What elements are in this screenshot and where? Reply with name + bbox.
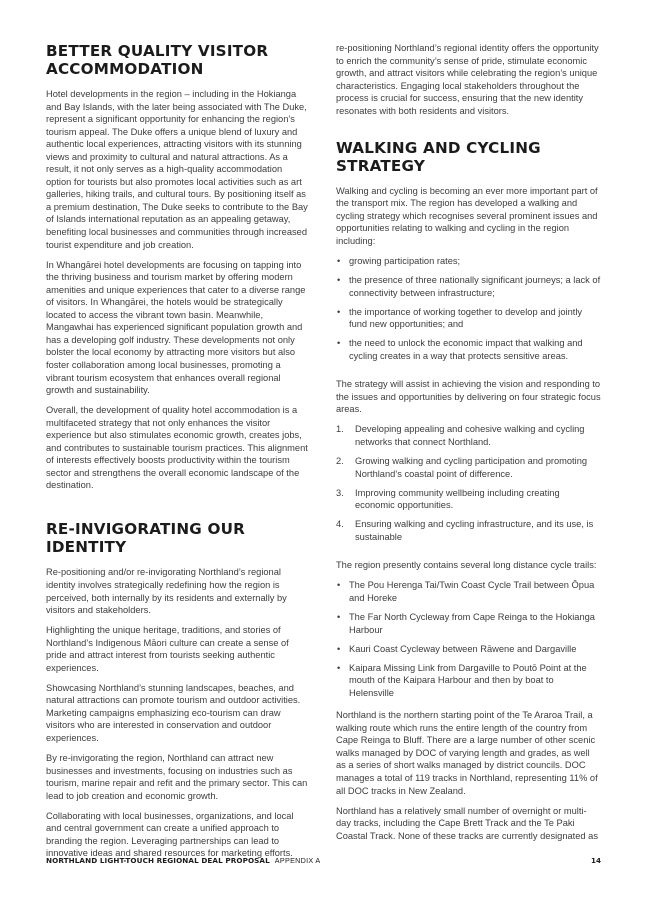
list-item: • The Pou Herenga Tai/Twin Coast Cycle Trail between Ōpua and Horeke bbox=[336, 579, 601, 604]
paragraph: By re-invigorating the region, Northland can attract new businesses and investments, focusing on industries such as tourism, marine repair and refit and the primary sector. This can lead to job creation and economic growth. bbox=[46, 753, 308, 801]
list-number: 2. bbox=[336, 456, 344, 467]
list-item bbox=[336, 518, 601, 543]
list-item bbox=[336, 455, 601, 480]
cycle-trails-list bbox=[336, 579, 601, 699]
paragraph: Collaborating with local businesses, organizations, and local and central government can create a unified approach to branding the region. Leveraging partnerships can lead to innovative ideas and shared resources for marketing efforts. bbox=[46, 810, 294, 859]
section-heading-accommodation: BETTER QUALITY VISITOR ACCOMMODATION bbox=[46, 42, 269, 78]
paragraph: In Whangārei hotel developments are focusing on tapping into the thriving business and tourism market by offering modern amenities and unique experiences that cater to a diverse range of visitors. In Whangārei, the hotels would be strategically located to access the vibrant town basin. Meanwhile, Mangawhai has experienced significant population growth and has a developing golf industry. These developments not only bolster the local economy by attracting more visitors but also foster collaboration among local businesses, promoting a vibrant tourism ecosystem that enhances overall regional growth and sustainability. bbox=[46, 259, 306, 396]
section-heading-walking-cycling: WALKING AND CYCLING STRATEGY bbox=[336, 138, 541, 175]
list-item: • the presence of three nationally significant journeys; a lack of connectivity between infrastructure; bbox=[336, 274, 601, 299]
left-column bbox=[46, 42, 308, 867]
page-number: 14 bbox=[590, 856, 601, 865]
paragraph: Walking and cycling is becoming an ever more important part of the transport mix. The region has developed a walking and cycling strategy which recognises several prominent issues and opportunities relating to walking and cycling in the region including: bbox=[336, 185, 598, 246]
paragraph: The region presently contains several long distance cycle trails: bbox=[336, 560, 597, 571]
list-item-text: Improving community wellbeing including creating economic opportunities. bbox=[355, 487, 560, 511]
paragraph: Northland is the northern starting point of the Te Araroa Trail, a walking route which runs the entire length of the country from Cape Reinga to Bluff. There are a large number of other scenic walks managed by DOC of varying length and grades, as well as a series of short walks managed by district councils. DOC manages a total of 119 tracks in Northland, representing 11% of all DOC tracks in New Zealand. bbox=[336, 710, 598, 796]
paragraph: Highlighting the unique heritage, traditions, and stories of Northland’s Indigenous Māori culture can create a sense of pride and attract interest from tourists seeking authentic experiences. bbox=[46, 625, 289, 673]
section-heading-identity: RE-INVIGORATING OUR IDENTITY bbox=[46, 520, 245, 557]
issues-list bbox=[336, 255, 601, 362]
paragraph: Re-positioning and/or re-invigorating Northland’s regional identity involves strategically redefining how the region is perceived, both internally by its residents and externally by visitors and stakeholders. bbox=[46, 567, 287, 616]
paragraph: re-positioning Northland’s regional identity offers the opportunity to enrich the community’s sense of pride, stimulate economic growth, and attract visitors while celebrating the region’s unique characteristics. Engaging local stakeholders throughout the process is crucial for success, ensuring that the new identity resonates with both residents and visitors. bbox=[336, 43, 599, 116]
list-item: • the need to unlock the economic impact that walking and cycling creates in a way that protects sensitive areas. bbox=[336, 337, 601, 362]
footer-title: NORTHLAND LIGHT-TOUCH REGIONAL DEAL PROPOSAL bbox=[46, 856, 270, 865]
footer-subtitle: APPENDIX A bbox=[274, 856, 321, 865]
list-item: • Kauri Coast Cycleway between Rāwene and Dargaville bbox=[336, 643, 601, 656]
list-number: 1. bbox=[336, 424, 344, 435]
paragraph: The strategy will assist in achieving the vision and responding to the issues and opportunities by delivering on four strategic focus areas. bbox=[336, 379, 601, 415]
list-item bbox=[336, 487, 601, 512]
focus-areas-list bbox=[336, 423, 601, 543]
list-item: • Kaipara Missing Link from Dargaville to Poutō Point at the mouth of the Kaipara Harbour and then by boat to Helensville bbox=[336, 662, 601, 700]
list-item: • growing participation rates; bbox=[336, 255, 601, 268]
list-item bbox=[336, 423, 601, 448]
list-item: • the importance of working together to develop and jointly fund new opportunities; and bbox=[336, 306, 601, 331]
list-item-text: Developing appealing and cohesive walking and cycling networks that connect Northland. bbox=[355, 424, 585, 448]
list-number: 3. bbox=[336, 487, 344, 498]
list-item: • The Far North Cycleway from Cape Reinga to the Hokianga Harbour bbox=[336, 611, 601, 636]
list-item-text: Growing walking and cycling participation and promoting Northland’s coastal point of difference. bbox=[355, 456, 588, 479]
paragraph: Northland has a relatively small number of overnight or multi-day tracks, including the Cape Brett Track and the Te Paki Coastal Track. None of these tracks are currently designated as bbox=[336, 805, 598, 841]
right-column bbox=[336, 42, 601, 850]
paragraph: Overall, the development of quality hotel accommodation is a multifaceted strategy that not only enhances the visitor experience but also stimulates economic growth, creates jobs, and contributes to sustainable tourism practices. This alignment of interests effectively boosts productivity within the tourism sector and strengthens the overall economic landscape of the destination. bbox=[46, 405, 308, 491]
paragraph: Showcasing Northland’s stunning landscapes, beaches, and natural attractions can promote tourism and outdoor activities. Marketing campaigns emphasizing eco-tourism can draw visitors who are interested in conservation and outdoor experiences. bbox=[46, 682, 301, 744]
list-item-text: Ensuring walking and cycling infrastructure, and its use, is sustainable bbox=[355, 519, 594, 542]
page-footer bbox=[46, 856, 601, 865]
list-number: 4. bbox=[336, 519, 344, 530]
paragraph: Hotel developments in the region – including in the Hokianga and Bay Islands, with the later being associated with The Duke, represent a significant opportunity for enhancing the region’s tourism appeal. The Duke offers a unique blend of luxury and authentic local experiences, attracting visitors with its stunning views and proximity to cultural and natural attractions. As a result, it not only serves as a high-quality accommodation option for tourists but also promotes local activities such as art galleries, hiking trails, and cultural tours. By positioning itself as a premium destination, The Duke seeks to contribute to the Bay of Islands international reputation as an appealing getaway, benefiting local businesses and communities through increased tourist expenditure and job creation. bbox=[46, 89, 308, 250]
